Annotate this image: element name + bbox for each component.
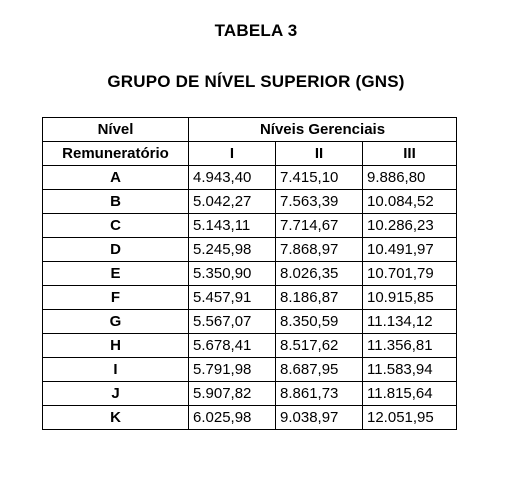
subheader-iii: III (363, 142, 457, 166)
value-cell: 8.186,87 (276, 286, 363, 310)
value-cell: 5.678,41 (189, 334, 276, 358)
value-cell: 8.687,95 (276, 358, 363, 382)
table-title: TABELA 3 (214, 21, 298, 40)
level-cell: A (43, 166, 189, 190)
value-cell: 5.567,07 (189, 310, 276, 334)
level-cell: G (43, 310, 189, 334)
table-row (43, 238, 457, 262)
value-cell: 8.861,73 (276, 382, 363, 406)
level-cell: C (43, 214, 189, 238)
value-cell: 7.868,97 (276, 238, 363, 262)
value-cell: 7.563,39 (276, 190, 363, 214)
table-row (43, 310, 457, 334)
value-cell: 5.042,27 (189, 190, 276, 214)
subheader-ii: II (276, 142, 363, 166)
table-row (43, 262, 457, 286)
salary-table (42, 117, 457, 430)
header-row-2 (43, 142, 457, 166)
value-cell: 5.457,91 (189, 286, 276, 310)
level-cell: H (43, 334, 189, 358)
value-cell: 10.286,23 (363, 214, 457, 238)
table-row (43, 214, 457, 238)
header-level-line1: Nível (43, 118, 189, 142)
value-cell: 5.907,82 (189, 382, 276, 406)
value-cell: 11.815,64 (363, 382, 457, 406)
value-cell: 11.134,12 (363, 310, 457, 334)
value-cell: 9.038,97 (276, 406, 363, 430)
value-cell: 11.583,94 (363, 358, 457, 382)
table-row (43, 358, 457, 382)
value-cell: 8.350,59 (276, 310, 363, 334)
level-cell: I (43, 358, 189, 382)
value-cell: 9.886,80 (363, 166, 457, 190)
level-cell: E (43, 262, 189, 286)
value-cell: 4.943,40 (189, 166, 276, 190)
header-level-line2: Remuneratório (43, 142, 189, 166)
table-row (43, 406, 457, 430)
value-cell: 10.915,85 (363, 286, 457, 310)
level-cell: B (43, 190, 189, 214)
value-cell: 12.051,95 (363, 406, 457, 430)
value-cell: 5.143,11 (189, 214, 276, 238)
level-cell: D (43, 238, 189, 262)
level-cell: F (43, 286, 189, 310)
header-group-niveis-gerenciais: Níveis Gerenciais (189, 118, 457, 142)
value-cell: 5.245,98 (189, 238, 276, 262)
value-cell: 6.025,98 (189, 406, 276, 430)
level-cell: K (43, 406, 189, 430)
level-cell: J (43, 382, 189, 406)
header-row-1 (43, 118, 457, 142)
table-subtitle: GRUPO DE NÍVEL SUPERIOR (GNS) (107, 72, 405, 91)
subheader-i: I (189, 142, 276, 166)
table-row (43, 166, 457, 190)
value-cell: 5.791,98 (189, 358, 276, 382)
value-cell: 7.714,67 (276, 214, 363, 238)
value-cell: 11.356,81 (363, 334, 457, 358)
table-row (43, 190, 457, 214)
salary-table-body (43, 118, 457, 430)
value-cell: 10.701,79 (363, 262, 457, 286)
value-cell: 8.026,35 (276, 262, 363, 286)
value-cell: 5.350,90 (189, 262, 276, 286)
value-cell: 10.491,97 (363, 238, 457, 262)
value-cell: 8.517,62 (276, 334, 363, 358)
table-row (43, 382, 457, 406)
value-cell: 10.084,52 (363, 190, 457, 214)
table-row (43, 286, 457, 310)
value-cell: 7.415,10 (276, 166, 363, 190)
table-row (43, 334, 457, 358)
